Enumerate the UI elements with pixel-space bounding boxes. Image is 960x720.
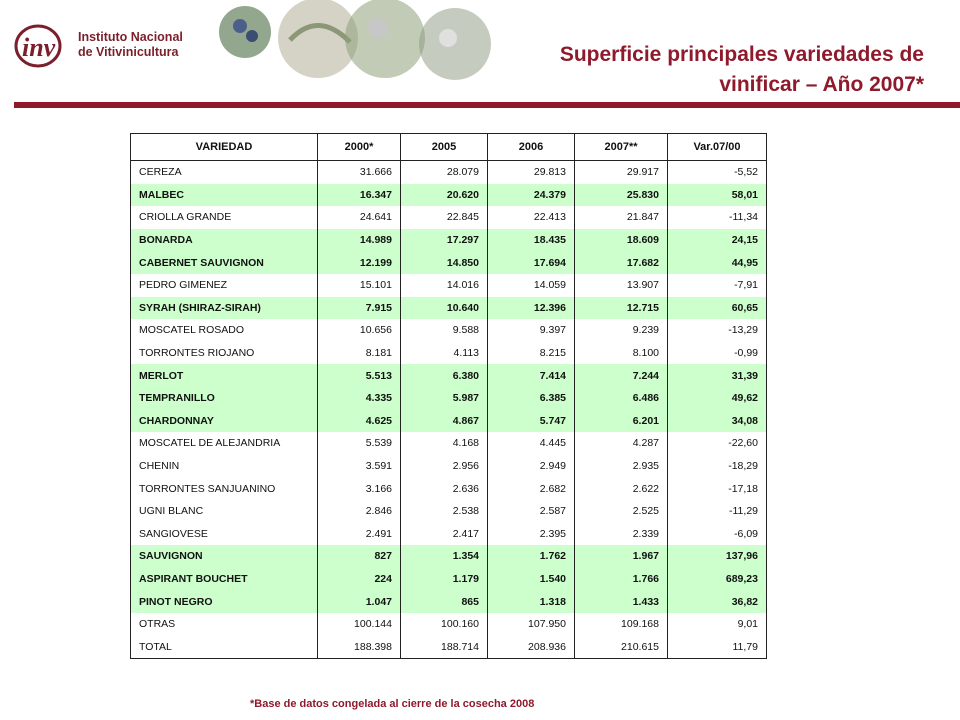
value-cell: -6,09 [668, 523, 767, 546]
value-cell: 49,62 [668, 387, 767, 410]
table-row [131, 545, 767, 568]
varieties-table [130, 133, 767, 659]
variety-name-cell: TORRONTES SANJUANINO [131, 477, 318, 500]
value-cell: 10.640 [401, 297, 488, 320]
value-cell: 2.395 [488, 523, 575, 546]
value-cell: 1.433 [575, 590, 668, 613]
table-row [131, 568, 767, 591]
value-cell: 7.244 [575, 364, 668, 387]
value-cell: 208.936 [488, 635, 575, 658]
value-cell: 12.199 [318, 251, 401, 274]
value-cell: 8.215 [488, 342, 575, 365]
value-cell: -13,29 [668, 319, 767, 342]
value-cell: 58,01 [668, 184, 767, 207]
value-cell: 14.989 [318, 229, 401, 252]
value-cell: 9.397 [488, 319, 575, 342]
value-cell: 827 [318, 545, 401, 568]
table-row [131, 184, 767, 207]
value-cell: 4.867 [401, 410, 488, 433]
value-cell: 137,96 [668, 545, 767, 568]
value-cell: 16.347 [318, 184, 401, 207]
value-cell: 3.166 [318, 477, 401, 500]
value-cell: 18.435 [488, 229, 575, 252]
col-header-2006: 2006 [488, 134, 575, 161]
value-cell: 1.047 [318, 590, 401, 613]
variety-name-cell: PEDRO GIMENEZ [131, 274, 318, 297]
page-title [404, 40, 924, 100]
value-cell: 2.491 [318, 523, 401, 546]
value-cell: 224 [318, 568, 401, 591]
table-row [131, 342, 767, 365]
variety-name-cell: CRIOLLA GRANDE [131, 206, 318, 229]
value-cell: 6.486 [575, 387, 668, 410]
variety-name-cell: CHENIN [131, 455, 318, 478]
table-row [131, 635, 767, 658]
value-cell: 14.059 [488, 274, 575, 297]
value-cell: 1.318 [488, 590, 575, 613]
value-cell: 5.987 [401, 387, 488, 410]
variety-name-cell: ASPIRANT BOUCHET [131, 568, 318, 591]
value-cell: 4.168 [401, 432, 488, 455]
table-row [131, 251, 767, 274]
value-cell: 2.538 [401, 500, 488, 523]
table-row [131, 500, 767, 523]
col-header-2005: 2005 [401, 134, 488, 161]
value-cell: 5.747 [488, 410, 575, 433]
table-row [131, 477, 767, 500]
table-row [131, 274, 767, 297]
value-cell: 1.766 [575, 568, 668, 591]
variety-name-cell: SAUVIGNON [131, 545, 318, 568]
variety-name-cell: CHARDONNAY [131, 410, 318, 433]
variety-name-cell: MOSCATEL DE ALEJANDRIA [131, 432, 318, 455]
col-header-variedad: VARIEDAD [131, 134, 318, 161]
col-header-var: Var.07/00 [668, 134, 767, 161]
table-row [131, 206, 767, 229]
value-cell: 107.950 [488, 613, 575, 636]
value-cell: 7.915 [318, 297, 401, 320]
value-cell: 44,95 [668, 251, 767, 274]
value-cell: 4.445 [488, 432, 575, 455]
value-cell: 2.956 [401, 455, 488, 478]
value-cell: 60,65 [668, 297, 767, 320]
variety-name-cell: CABERNET SAUVIGNON [131, 251, 318, 274]
value-cell: 12.715 [575, 297, 668, 320]
variety-name-cell: MALBEC [131, 184, 318, 207]
value-cell: 1.540 [488, 568, 575, 591]
table-row [131, 590, 767, 613]
variety-name-cell: SYRAH (SHIRAZ-SIRAH) [131, 297, 318, 320]
value-cell: -0,99 [668, 342, 767, 365]
value-cell: 1.762 [488, 545, 575, 568]
variety-name-cell: BONARDA [131, 229, 318, 252]
value-cell: 18.609 [575, 229, 668, 252]
variety-name-cell: UGNI BLANC [131, 500, 318, 523]
table-row [131, 319, 767, 342]
value-cell: 22.845 [401, 206, 488, 229]
value-cell: 7.414 [488, 364, 575, 387]
value-cell: 4.287 [575, 432, 668, 455]
value-cell: 29.917 [575, 161, 668, 184]
value-cell: 31.666 [318, 161, 401, 184]
value-cell: 15.101 [318, 274, 401, 297]
value-cell: 2.525 [575, 500, 668, 523]
value-cell: 14.850 [401, 251, 488, 274]
value-cell: -7,91 [668, 274, 767, 297]
value-cell: 25.830 [575, 184, 668, 207]
variety-name-cell: TORRONTES RIOJANO [131, 342, 318, 365]
value-cell: 2.339 [575, 523, 668, 546]
value-cell: 4.625 [318, 410, 401, 433]
value-cell: 20.620 [401, 184, 488, 207]
logo-text [78, 30, 183, 60]
variety-name-cell: PINOT NEGRO [131, 590, 318, 613]
value-cell: -17,18 [668, 477, 767, 500]
col-header-2000: 2000* [318, 134, 401, 161]
col-header-2007: 2007** [575, 134, 668, 161]
value-cell: -11,29 [668, 500, 767, 523]
svg-text:inv: inv [22, 33, 56, 62]
value-cell: 188.398 [318, 635, 401, 658]
value-cell: 34,08 [668, 410, 767, 433]
value-cell: 14.016 [401, 274, 488, 297]
variety-name-cell: MOSCATEL ROSADO [131, 319, 318, 342]
value-cell: 13.907 [575, 274, 668, 297]
table-row [131, 161, 767, 184]
value-cell: -11,34 [668, 206, 767, 229]
value-cell: 5.513 [318, 364, 401, 387]
value-cell: 28.079 [401, 161, 488, 184]
value-cell: 100.160 [401, 613, 488, 636]
value-cell: 3.591 [318, 455, 401, 478]
value-cell: 36,82 [668, 590, 767, 613]
value-cell: 10.656 [318, 319, 401, 342]
value-cell: 2.417 [401, 523, 488, 546]
table-header-row [131, 134, 767, 161]
table-row [131, 229, 767, 252]
value-cell: 6.385 [488, 387, 575, 410]
value-cell: 8.181 [318, 342, 401, 365]
header-divider [14, 102, 960, 108]
value-cell: 5.539 [318, 432, 401, 455]
table-row [131, 432, 767, 455]
table-body [131, 161, 767, 659]
value-cell: 6.201 [575, 410, 668, 433]
value-cell: -22,60 [668, 432, 767, 455]
value-cell: 17.297 [401, 229, 488, 252]
value-cell: 1.967 [575, 545, 668, 568]
table-row [131, 387, 767, 410]
inv-logo-mark-icon [14, 22, 72, 70]
variety-name-cell: MERLOT [131, 364, 318, 387]
value-cell: 1.179 [401, 568, 488, 591]
value-cell: 689,23 [668, 568, 767, 591]
value-cell: 2.935 [575, 455, 668, 478]
logo-line2: de Vitivinicultura [78, 45, 179, 59]
variety-name-cell: SANGIOVESE [131, 523, 318, 546]
value-cell: 2.622 [575, 477, 668, 500]
footnote: *Base de datos congelada al cierre de la cosecha 2008 [250, 698, 535, 710]
value-cell: 24,15 [668, 229, 767, 252]
value-cell: 4.113 [401, 342, 488, 365]
value-cell: 11,79 [668, 635, 767, 658]
value-cell: 4.335 [318, 387, 401, 410]
value-cell: 8.100 [575, 342, 668, 365]
value-cell: 2.636 [401, 477, 488, 500]
variety-name-cell: TEMPRANILLO [131, 387, 318, 410]
value-cell: 29.813 [488, 161, 575, 184]
value-cell: 2.587 [488, 500, 575, 523]
table-row [131, 455, 767, 478]
table-row [131, 364, 767, 387]
value-cell: 9.239 [575, 319, 668, 342]
value-cell: 17.682 [575, 251, 668, 274]
value-cell: 2.846 [318, 500, 401, 523]
table-row [131, 297, 767, 320]
value-cell: -5,52 [668, 161, 767, 184]
variety-name-cell: CEREZA [131, 161, 318, 184]
logo-line1: Instituto Nacional [78, 30, 183, 44]
value-cell: 865 [401, 590, 488, 613]
table-row [131, 523, 767, 546]
value-cell: 188.714 [401, 635, 488, 658]
value-cell: 24.641 [318, 206, 401, 229]
value-cell: 109.168 [575, 613, 668, 636]
value-cell: 12.396 [488, 297, 575, 320]
value-cell: 17.694 [488, 251, 575, 274]
value-cell: 210.615 [575, 635, 668, 658]
value-cell: 24.379 [488, 184, 575, 207]
value-cell: 2.949 [488, 455, 575, 478]
value-cell: 22.413 [488, 206, 575, 229]
value-cell: 21.847 [575, 206, 668, 229]
value-cell: 100.144 [318, 613, 401, 636]
value-cell: -18,29 [668, 455, 767, 478]
table-row [131, 410, 767, 433]
variety-name-cell: TOTAL [131, 635, 318, 658]
value-cell: 1.354 [401, 545, 488, 568]
value-cell: 9,01 [668, 613, 767, 636]
value-cell: 31,39 [668, 364, 767, 387]
variety-name-cell: OTRAS [131, 613, 318, 636]
table-row [131, 613, 767, 636]
value-cell: 6.380 [401, 364, 488, 387]
title-line2: vinificar – Año 2007* [719, 73, 924, 96]
value-cell: 9.588 [401, 319, 488, 342]
title-line1: Superficie principales variedades de [559, 43, 924, 66]
value-cell: 2.682 [488, 477, 575, 500]
